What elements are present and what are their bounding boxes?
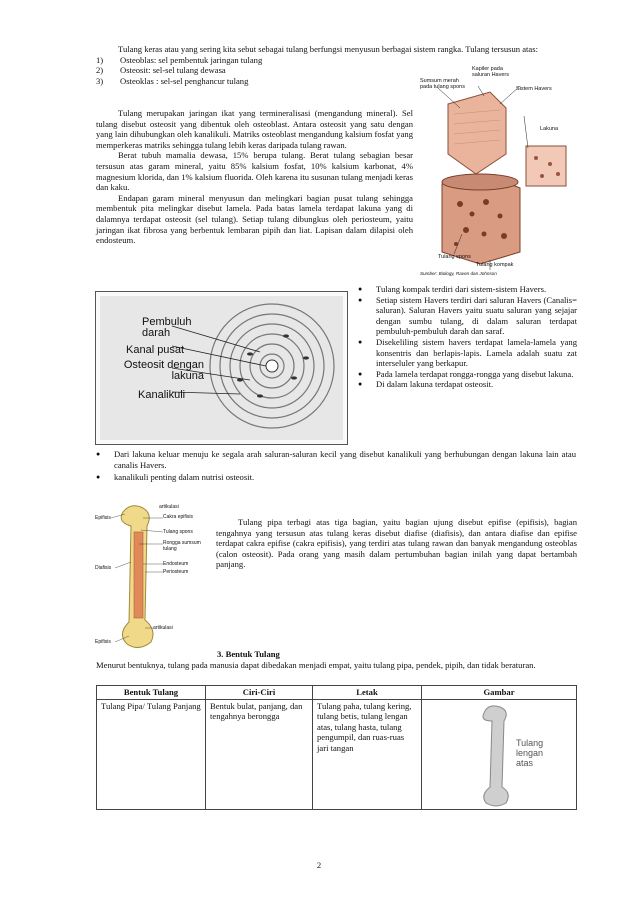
havers-micro-figure [95, 291, 348, 445]
list-item: ● Setiap sistem Havers terdiri dari saluran Havers (Canalis= saluran). Saluran Havers yaitu suatu saluran yang sejajar dengan sumbu tulang, di dalam saluran terdapat pembuluh-pembuluh darah dan saraf. [358, 294, 577, 337]
label-diafisis: Diafisis [95, 565, 112, 571]
list-item: 1) Osteoblas: sel pembentuk jaringan tulang [96, 54, 263, 65]
list-item: 2) Osteosit: sel-sel tulang dewasa [96, 65, 226, 76]
label-periosteum: Periosteum [163, 569, 189, 575]
label-endosteum: Endosteum [163, 561, 189, 567]
col-header: Gambar [422, 686, 577, 700]
cell-letak: Tulang paha, tulang kering, tulang betis, tulang lengan atas, tulang hasta, tulang pengumpil, dan ruas-ruas jari tangan [313, 699, 422, 809]
paragraph: Tulang merupakan jaringan ikat yang termineralisasi (mengandung mineral). Sel tulang disebut osteosit yang dibentuk oleh osteoblast. Antara osteosit yang satu dengan yang lain dihubungkan oleh kanalikuli. Matriks osteoblast mengandung kalsium fosfat yang memperkeras matriks sehingga tulang lebih keras daripada tulang rawan. [96, 108, 413, 150]
havers-bullets [356, 284, 577, 390]
label-sumsum: Sumsum merah pada tulang spons [420, 78, 465, 91]
section-heading: 3. Bentuk Tulang [217, 649, 280, 659]
list-item: ● Disekeliling sistem havers terdapat lamela-lamela yang konsentris dan berlapis-lapis. Lamela adalah suatu zat interseluler yang berkapur. [358, 336, 577, 369]
label-artikulasi-bottom: artikulasi [153, 625, 173, 631]
label-rongga-sumsum: Rongga sumsum tulang [163, 540, 201, 552]
pipa-paragraph-block [216, 517, 577, 570]
label-kanal-pusat: Kanal pusat [126, 344, 185, 356]
table-row [97, 699, 577, 809]
list-item: ● Dari lakuna keluar menuju ke segala arah saluran-saluran kecil yang disebut kanalikuli yang berhubungan dengan lakuna lain atau canalis Havers. [96, 449, 576, 470]
intro-text: Tulang keras atau yang sering kita sebut sebagai tulang berfungsi menyusun berbagai sistem rangka. Tulang tersusun atas: [118, 44, 538, 54]
humerus-illustration [476, 703, 516, 807]
bone-shape-table [96, 685, 577, 810]
long-bone-figure [95, 502, 207, 652]
list-item: ● Di dalam lakuna terdapat osteosit. [358, 379, 494, 390]
kanalikuli-bullets [94, 449, 576, 483]
label-kanalikuli: Kanalikuli [138, 389, 186, 401]
label-cakra-epifisis: Cakra epifisis [163, 514, 194, 520]
col-header: Letak [313, 686, 422, 700]
list-item: ● kanalikuli penting dalam nutrisi osteosit. [96, 472, 255, 483]
paragraph: Endapan garam mineral menyusun dan melingkari bagian pusat tulang sehingga membentuk pita melingkar disebut lamela. Pada batas lamela terdapat lakuna yang di dalamnya terdapat osteosit (sel tulang). Setiap tulang dibungkus oleh periosteum, yaitu jaringan ikat fibrosa yang berbentuk lembaran pipih dan liat. Lapisan dalam dilapisi oleh endosteum. [96, 192, 413, 246]
section-intro: Menurut bentuknya, tulang pada manusia dapat dibedakan menjadi empat, yaitu tulang pipa, pendek, pipih, dan tidak beraturan. [96, 660, 536, 670]
page-number: 2 [316, 860, 322, 870]
label-tulang-spons: Tulang spons [163, 529, 193, 535]
label-epifisis-bottom: Epifisis [95, 639, 111, 645]
table-header-row [97, 686, 577, 700]
label-tulang-kompak: Tulang kompak [476, 262, 514, 268]
cell-gambar [422, 699, 577, 809]
label-tulang-spons: Tulang spons [438, 254, 471, 260]
text-column [96, 108, 413, 246]
cell-ciri: Bentuk bulat, panjang, dan tengahnya berongga [206, 699, 313, 809]
paragraph: Berat tubuh mamalia dewasa, 15% berupa tulang. Berat tulang sebagian besar tersusun atas garam mineral, yaitu 85% kalsium fosfat, 10% kalsium karbonat, 4% magnesium klorida, dan 1% kalsium fluorida. Oleh karena itu susunan tulang menjadi keras dan kaku. [96, 150, 413, 193]
list-item: 3) Osteoklas : sel-sel penghancur tulang [96, 75, 249, 86]
label-sistem-havers: Sistem Havers [516, 86, 552, 92]
label-kapiler: Kapiler pada saluran Havers [472, 66, 509, 79]
bone-illustration [420, 64, 576, 279]
figure-source: Sumber: Biology, Raven dan Johnson [420, 271, 497, 276]
label-lakuna: Lakuna [540, 126, 559, 132]
list-item: ● Tulang kompak terdiri dari sistem-sistem Havers. [358, 284, 547, 294]
label-osteosit: Osteosit dengan lakuna [123, 359, 204, 382]
cell-bentuk: Tulang Pipa/ Tulang Panjang [97, 699, 206, 809]
label-epifisis-top: Epifisis [95, 515, 111, 521]
bone-structure-figure [420, 64, 576, 279]
col-header: Ciri-Ciri [206, 686, 313, 700]
paragraph: Tulang pipa terbagi atas tiga bagian, yaitu bagian ujung disebut epifise (epifisis), bagian tengahnya yang tersusun atas tulang keras disebut diafise (diafisis), dan antara diafise dan epifise terdapat cakra epifise (cakra epifisis), yang terdiri atas tulang rawan dan banyak mengandung osteoblas (calon osteosit). Pada orang yang masih dalam pertumbuhan bagian inilah yang dapat bertambah panjang. [216, 517, 577, 570]
label-pembuluh-darah: Pembuluh darah [142, 316, 192, 339]
list-item: ● Pada lamela terdapat rongga-rongga yang disebut lakuna. [358, 368, 574, 379]
gambar-label: Tulang lengan atas [516, 737, 544, 768]
col-header: Bentuk Tulang [97, 686, 206, 700]
label-artikulasi-top: artikulasi [159, 504, 179, 510]
